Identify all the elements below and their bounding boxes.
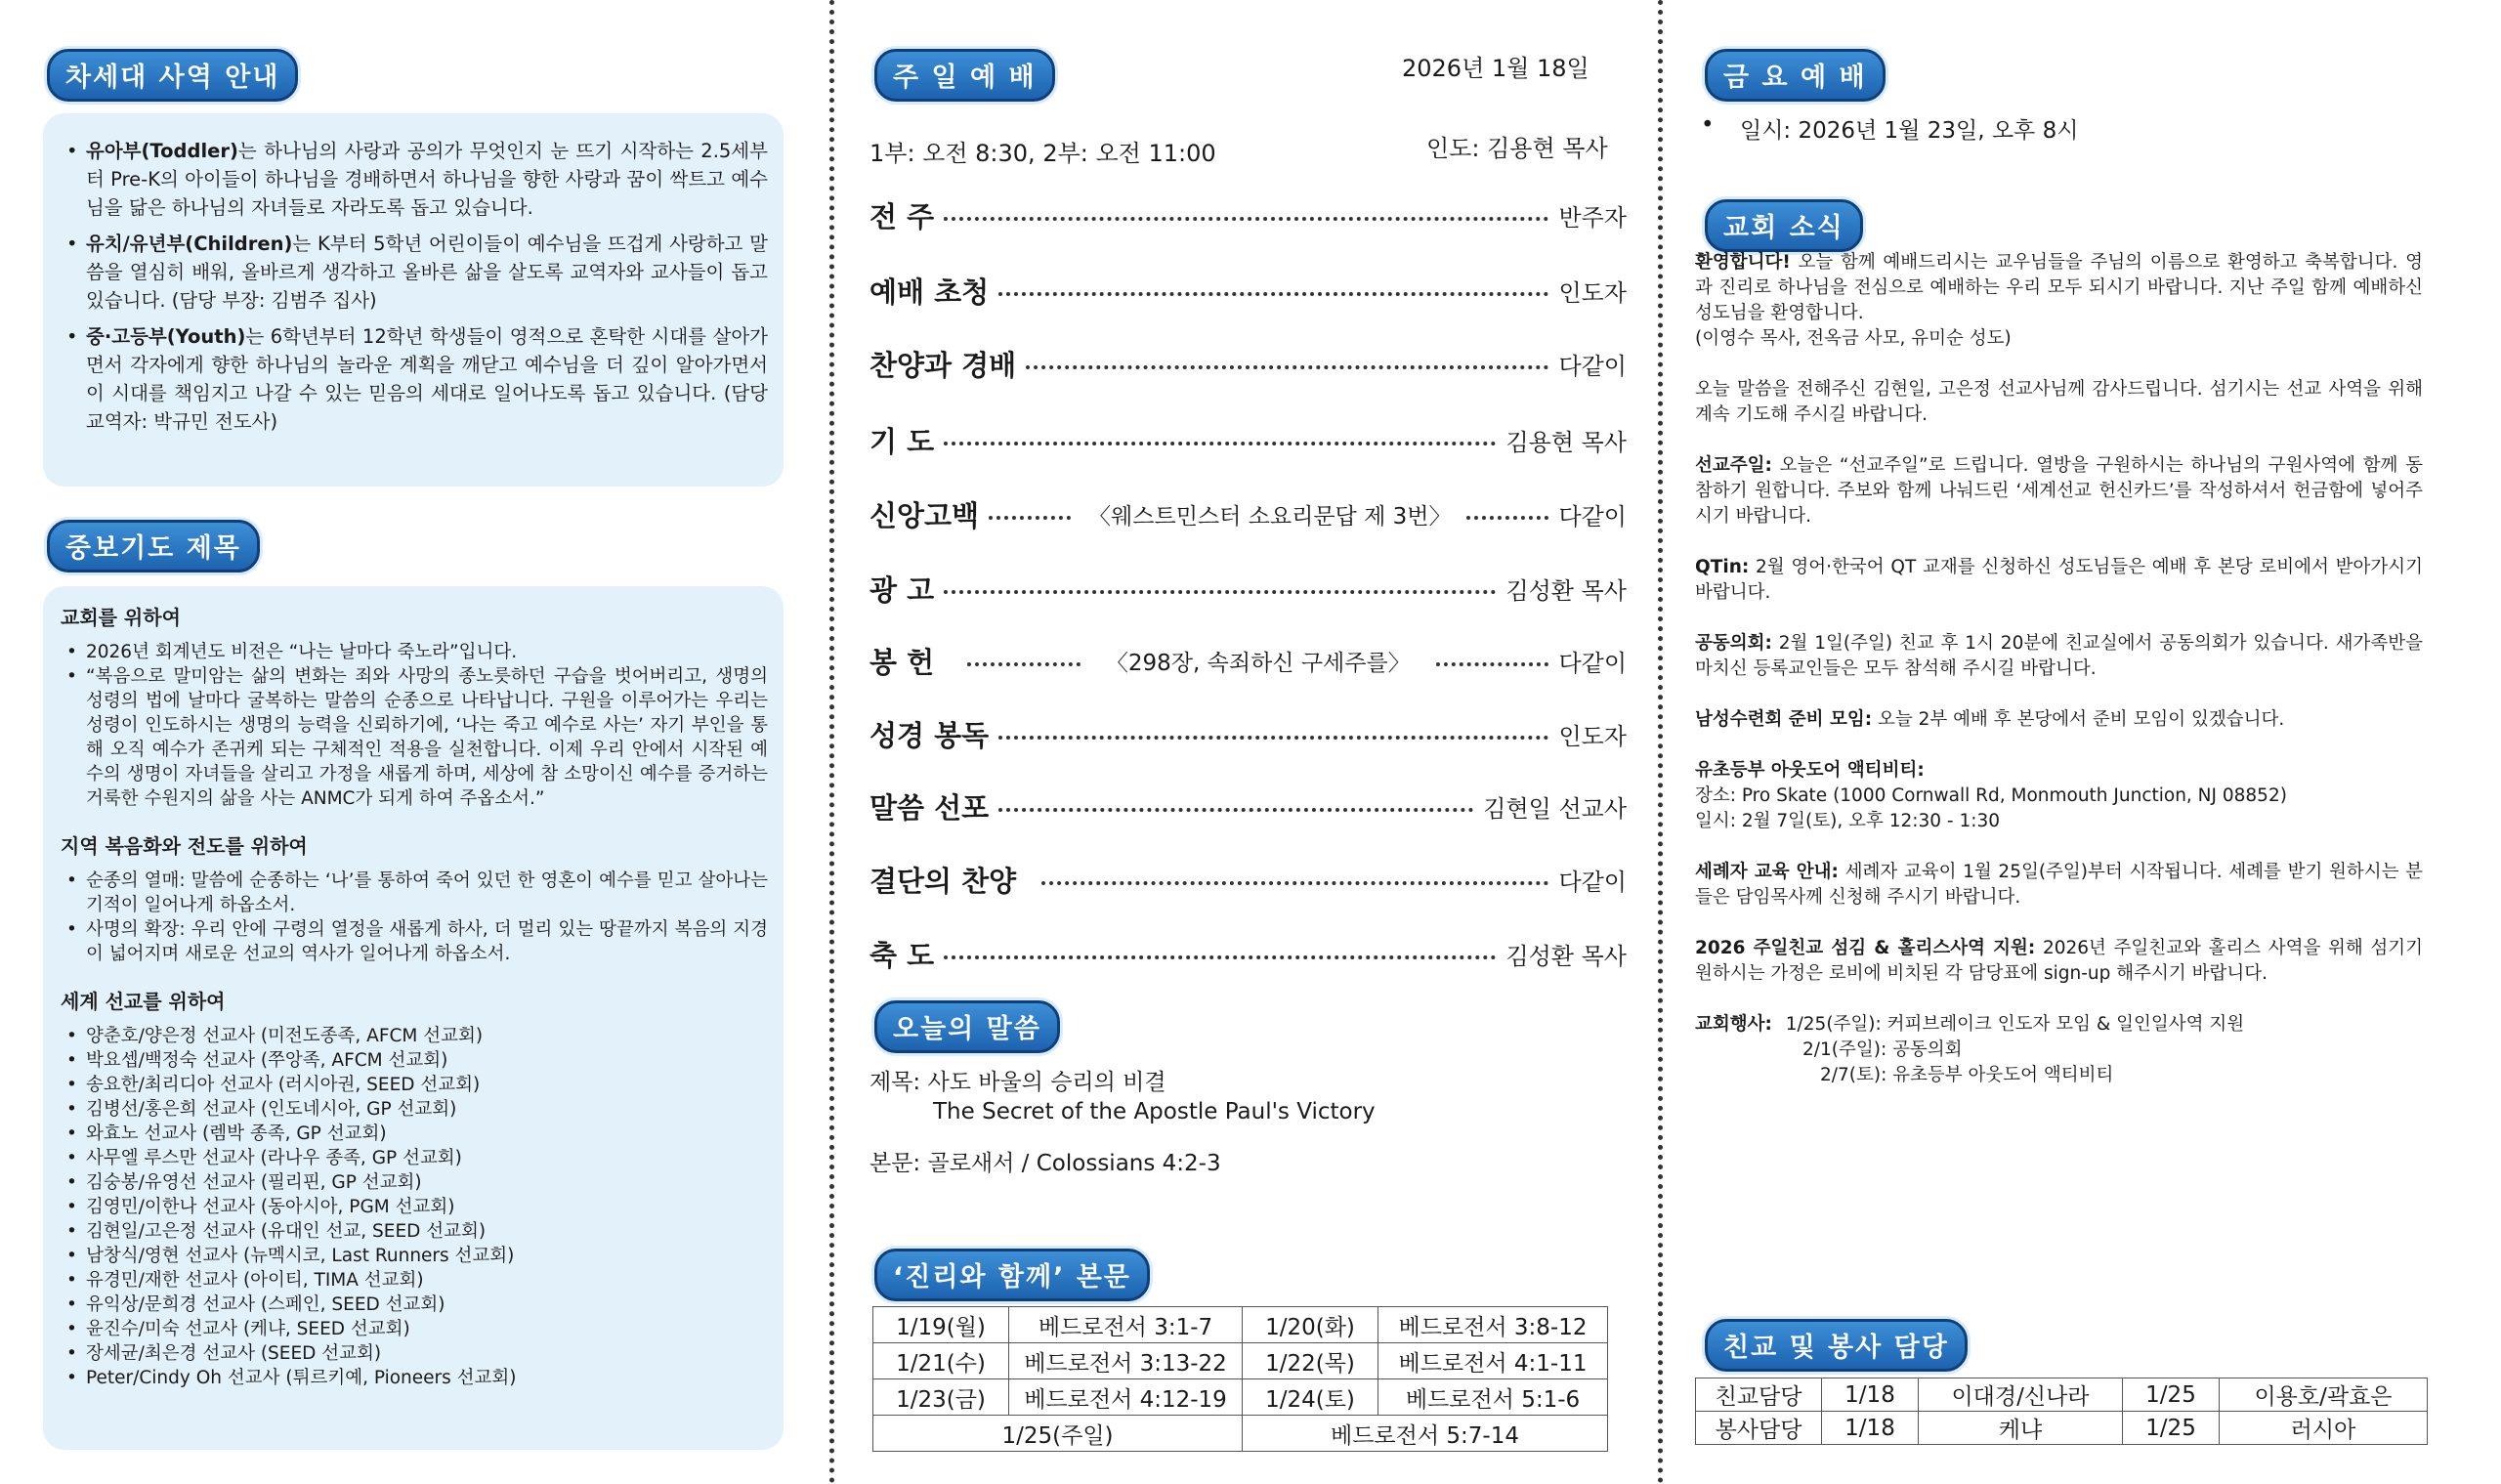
qt-text: 베드로전서 3:1-7 [1009, 1307, 1243, 1343]
news-outdoor [1695, 758, 2423, 784]
news-mission [1695, 453, 2423, 530]
service-name: 러시아 [2220, 1412, 2428, 1445]
order-mid: 〈웨스트민스터 소요리문답 제 3번〉 [1088, 503, 1452, 530]
missionary-item: • 윤진수/미숙 선교사 (케냐, SEED 선교회) [61, 1317, 768, 1341]
order-row [869, 494, 1627, 533]
order-name: 예배 초청 [869, 275, 990, 309]
ministry-children-name: 유치/유년부(Children) [86, 233, 293, 255]
missionary-item: • Peter/Cindy Oh 선교사 (튀르키예, Pioneers 선교회) [61, 1366, 768, 1390]
service-date: 1/25 [2123, 1378, 2220, 1412]
table-row [873, 1379, 1608, 1416]
news-outdoor-place: 장소: Pro Skate (1000 Cornwall Rd, Monmouth Junction, NJ 08852) [1695, 785, 2287, 806]
news-men-text: 오늘 2부 예배 후 본당에서 준비 모임이 있겠습니다. [1872, 709, 2285, 730]
news-mission-label: 선교주일: [1695, 455, 1772, 476]
news-council-label: 공동의회: [1695, 633, 1772, 654]
friday-title: 금 요 예 배 [1705, 49, 1886, 102]
news-welcome-names: (이영수 목사, 전옥금 사모, 유미순 성도) [1695, 328, 2012, 349]
news-event-item: 1/25(주일): 커피브레이크 인도자 모임 & 일인일사역 지원 [1785, 1014, 2245, 1035]
order-name: 말씀 선포 [869, 790, 990, 825]
sunday-leader: 인도: 김용현 목사 [1426, 135, 1608, 162]
ministry-youth-text: 는 6학년부터 12학년 학생들이 영적으로 혼탁한 시대를 살아가면서 각자에게 향한 하나님의 놀라운 계획을 깨닫고 예수님을 더 깊이 알아가면서 이 시대를 책임지고 나갈 수 있는 믿음의 세대로 일어나도록 돕고 있습니다. (담당 교역자: 박규민 전도사) [86, 325, 768, 433]
order-right: 김성환 목사 [1505, 942, 1627, 970]
prayer-church-item: • 2026년 회계년도 비전은 “나는 날마다 죽노라”입니다. [61, 640, 768, 664]
news-body [1695, 250, 2423, 1088]
word-subject-ko: 사도 바울의 승리의 비결 [927, 1070, 1166, 1095]
service-role: 친교담당 [1696, 1378, 1822, 1412]
service-name: 이대경/신나라 [1919, 1378, 2123, 1412]
table-row [873, 1343, 1608, 1379]
table-row [1696, 1378, 2428, 1412]
missionary-item: • 장세균/최은경 선교사 (SEED 선교회) [61, 1341, 768, 1366]
ministry-children-text: 는 K부터 5학년 어린이들이 예수님을 뜨겁게 사랑하고 말씀을 열심히 배워, 올바르게 생각하고 올바른 삶을 살도록 교역자와 교사들이 돕고 있습니다. (담당 부장: 김범주 집사) [86, 233, 768, 312]
news-qtin [1695, 555, 2423, 606]
qt-day: 1/25(주일) [873, 1416, 1243, 1452]
order-right: 김현일 선교사 [1483, 794, 1627, 823]
order-right: 인도자 [1558, 722, 1627, 750]
news-qtin-label: QTin: [1695, 557, 1750, 577]
order-name: 신앙고백 [869, 498, 980, 532]
word-text [869, 1145, 1221, 1177]
order-right: 반주자 [1558, 203, 1627, 232]
service-role: 봉사담당 [1696, 1412, 1822, 1445]
order-name: 성경 봉독 [869, 718, 990, 752]
service-date: 1/18 [1822, 1378, 1919, 1412]
missionary-item: • 김숭봉/유영선 선교사 (필리핀, GP 선교회) [61, 1170, 768, 1195]
order-dots [1466, 516, 1548, 520]
news-council-text: 2월 1일(주일) 친교 후 1시 20분에 친교실에서 공동의회가 있습니다. 새가족반을 마치신 등록교인들은 모두 참석해 주시길 바랍니다. [1695, 633, 2423, 679]
order-name: 전 주 [869, 199, 935, 233]
sunday-date: 2026년 1월 18일 [1402, 55, 1590, 82]
news-welcome-label: 환영합니다! [1695, 252, 1791, 273]
order-dots [1041, 881, 1548, 885]
service-date: 1/25 [2123, 1412, 2220, 1445]
missionary-item: • 남창식/영현 선교사 (뉴멕시코, Last Runners 선교회) [61, 1244, 768, 1268]
order-dots [998, 808, 1473, 812]
order-row [869, 420, 1627, 459]
word-title: 오늘의 말씀 [874, 1000, 1060, 1053]
order-row [869, 786, 1627, 826]
order-name: 찬양과 경배 [869, 348, 1017, 382]
missionary-item: • 송요한/최리디아 선교사 (러시아권, SEED 선교회) [61, 1073, 768, 1097]
ministry-toddler-name: 유아부(Toddler) [86, 140, 238, 162]
service-title: 친교 및 봉사 담당 [1705, 1319, 1968, 1372]
missionary-item: • 유익상/문희경 선교사 (스페인, SEED 선교회) [61, 1293, 768, 1317]
order-name: 축 도 [869, 938, 935, 972]
ministry-youth [61, 322, 768, 436]
ministry-toddler [61, 137, 768, 222]
ministry-panel [43, 113, 784, 487]
sunday-title: 주 일 예 배 [874, 49, 1055, 102]
order-dots [1436, 662, 1549, 666]
sunday-times: 1부: 오전 8:30, 2부: 오전 11:00 [869, 140, 1216, 167]
prayer-title: 중보기도 제목 [47, 520, 260, 572]
news-baptism-text: 세례자 교육이 1월 25일(주일)부터 시작됩니다. 세례를 받기 원하시는 분들은 담임목사께 신청해 주시기 바랍니다. [1695, 862, 2423, 908]
order-right: 다같이 [1558, 649, 1628, 677]
order-dots [967, 662, 1081, 666]
news-thanks: 오늘 말씀을 전해주신 김현일, 고은정 선교사님께 감사드립니다. 섬기시는 선교 사역을 위해 계속 기도해 주시길 바랍니다. [1695, 379, 2423, 425]
qt-title: ‘진리와 함께’ 본문 [874, 1249, 1150, 1301]
column-left [0, 0, 830, 1484]
news-qtin-text: 2월 영어·한국어 QT 교재를 신청하신 성도님들은 예배 후 본당 로비에서 받아가시기 바랍니다. [1695, 557, 2423, 603]
order-dots [989, 516, 1071, 520]
order-dots [998, 292, 1548, 296]
qt-text: 베드로전서 4:12-19 [1009, 1379, 1243, 1416]
qt-day: 1/24(토) [1243, 1379, 1378, 1416]
news-baptism-label: 세례자 교육 안내: [1695, 862, 1839, 882]
order-name: 기 도 [869, 424, 935, 458]
news-events-label: 교회행사: [1695, 1014, 1772, 1035]
prayer-region-item: • 사명의 확장: 우리 안에 구령의 열정을 새롭게 하사, 더 멀리 있는 땅끝까지 복음의 지경이 넓어지며 새로운 선교의 역사가 일어나게 하옵소서. [61, 917, 768, 966]
news-event-item: 2/7(토): 유초등부 아웃도어 액티비티 [1820, 1065, 2114, 1085]
order-right: 김용현 목사 [1505, 428, 1627, 456]
service-name: 케냐 [1919, 1412, 2123, 1445]
qt-text: 베드로전서 5:1-6 [1378, 1379, 1608, 1416]
news-outdoor-time: 일시: 2월 7일(토), 오후 12:30 - 1:30 [1695, 811, 2001, 831]
order-row [869, 271, 1627, 310]
order-right: 다같이 [1558, 502, 1627, 530]
word-subject-label: 제목: [869, 1070, 921, 1095]
service-table [1695, 1378, 2428, 1445]
order-row [869, 569, 1627, 608]
order-right: 다같이 [1558, 352, 1627, 380]
news-mission-text: 오늘은 “선교주일”로 드립니다. 열방을 구원하시는 하나님의 구원사역에 함께 동참하기 원합니다. 주보와 함께 나눠드린 ‘세계선교 헌신카드’를 작성하셔서 헌금함에 넣어주시기 바랍니다. [1695, 455, 2423, 527]
word-text-label: 본문: [869, 1151, 921, 1176]
qt-table [872, 1306, 1608, 1452]
order-row [869, 934, 1627, 973]
prayer-church-heading: 교회를 위하여 [61, 606, 181, 629]
qt-text: 베드로전서 3:8-12 [1378, 1307, 1608, 1343]
news-title: 교회 소식 [1705, 199, 1863, 252]
order-dots [944, 442, 1496, 445]
prayer-church-item: • “복음으로 말미암는 삶의 변화는 죄와 사망의 종노릇하던 구습을 벗어버리고, 생명의 성령의 법에 날마다 굴복하는 말씀의 순종으로 나타납니다. 구원을 이루어가는 우리는 성령이 인도하시는 생명의 능력을 신뢰하기에, ‘나는 죽고 예수로 사는’ 자기 부인을 통해 오직 예수가 존귀케 되는 구체적인 적용을 실천합니다. 이제 우리 안에서 시작된 예수의 생명이 자녀들을 살리고 가정을 새롭게 하며, 세상에 참 소망이신 예수를 증거하는 거룩한 수원지의 삶을 사는 ANMC가 되게 하여 주옵소서.” [61, 664, 768, 811]
order-dots [998, 736, 1548, 740]
news-outdoor-label: 유초등부 아웃도어 액티비티: [1695, 760, 1925, 781]
order-row [869, 641, 1627, 680]
column-divider-right [1658, 0, 1663, 1484]
news-support [1695, 936, 2423, 987]
qt-day: 1/22(목) [1243, 1343, 1378, 1379]
order-dots [944, 590, 1496, 594]
qt-text: 베드로전서 3:13-22 [1009, 1343, 1243, 1379]
order-row [869, 860, 1627, 899]
order-row [869, 195, 1627, 234]
prayer-panel [43, 586, 784, 1450]
order-name: 결단의 찬양 [869, 864, 1017, 898]
qt-day: 1/23(금) [873, 1379, 1009, 1416]
missionary-item: • 김현일/고은정 선교사 (유대인 선교, SEED 선교회) [61, 1219, 768, 1244]
prayer-region-item: • 순종의 열매: 말씀에 순종하는 ‘나’를 통하여 죽어 있던 한 영혼이 예수를 믿고 살아나는 기적이 일어나게 하옵소서. [61, 869, 768, 917]
service-date: 1/18 [1822, 1412, 1919, 1445]
order-right: 다같이 [1558, 868, 1627, 896]
news-men [1695, 707, 2423, 733]
missionary-item: • 양춘호/양은정 선교사 (미전도종족, AFCM 선교회) [61, 1024, 768, 1048]
friday-schedule: • 일시: 2026년 1월 23일, 오후 8시 [1695, 112, 2078, 145]
order-row [869, 344, 1627, 383]
news-support-text: 2026년 주일친교와 홀리스 사역을 위해 섬기기 원하시는 가정은 로비에 비치된 각 담당표에 sign-up 해주시기 바랍니다. [1695, 938, 2423, 984]
order-right: 인도자 [1558, 278, 1627, 307]
missionary-item: • 사무엘 루스만 선교사 (라나우 종족, GP 선교회) [61, 1146, 768, 1170]
word-text-value: 골로새서 / Colossians 4:2-3 [927, 1151, 1221, 1176]
ministry-title: 차세대 사역 안내 [47, 49, 298, 102]
order-name: 봉 헌 [869, 645, 935, 679]
order-row [869, 714, 1627, 753]
qt-text: 베드로전서 4:1-11 [1378, 1343, 1608, 1379]
news-council [1695, 631, 2423, 682]
prayer-world-heading: 세계 선교를 위하여 [61, 990, 226, 1013]
word-subject-en: The Secret of the Apostle Paul's Victory [933, 1099, 1376, 1124]
news-welcome-text: 오늘 함께 예배드리시는 교우님들을 주님의 이름으로 환영하고 축복합니다. 영과 진리로 하나님을 전심으로 예배하는 우리 모두 되시기 바랍니다. 지난 주일 함께 예배하신 성도님을 환영합니다. [1695, 252, 2423, 323]
order-mid: 〈298장, 속죄하신 구세주를〉 [1105, 650, 1411, 676]
order-dots [1026, 365, 1548, 369]
missionary-item: • 김영민/이한나 선교사 (동아시아, PGM 선교회) [61, 1195, 768, 1219]
news-event-item: 2/1(주일): 공동의회 [1802, 1039, 1963, 1060]
news-men-label: 남성수련회 준비 모임: [1695, 709, 1873, 730]
news-baptism [1695, 860, 2423, 911]
qt-day: 1/19(월) [873, 1307, 1009, 1343]
news-support-label: 2026 주일친교 섬김 & 홀리스사역 지원: [1695, 938, 2036, 958]
missionary-item: • 김병선/홍은희 선교사 (인도네시아, GP 선교회) [61, 1097, 768, 1122]
qt-day: 1/20(화) [1243, 1307, 1378, 1343]
table-row [1696, 1412, 2428, 1445]
news-events [1695, 1012, 2423, 1088]
order-name: 광 고 [869, 572, 935, 607]
ministry-toddler-text: 는 하나님의 사랑과 공의가 무엇인지 눈 뜨기 시작하는 2.5세부터 Pre-K의 아이들이 하나님을 경배하면서 하나님을 향한 사랑과 꿈이 싹트고 예수님을 닮은 하나님의 자녀들로 자라도록 돕고 있습니다. [86, 140, 768, 219]
order-dots [944, 955, 1496, 959]
news-welcome [1695, 250, 2423, 326]
missionary-item: • 박요셉/백정숙 선교사 (쭈앙족, AFCM 선교회) [61, 1048, 768, 1073]
ministry-youth-name: 중·고등부(Youth) [86, 325, 246, 348]
prayer-region-heading: 지역 복음화와 전도를 위하여 [61, 834, 308, 858]
order-dots [944, 217, 1548, 221]
ministry-children [61, 230, 768, 315]
missionary-item: • 유경민/재한 선교사 (아이티, TIMA 선교회) [61, 1268, 768, 1293]
qt-text: 베드로전서 5:7-14 [1243, 1416, 1608, 1452]
service-name: 이용호/곽효은 [2220, 1378, 2428, 1412]
table-row [873, 1307, 1608, 1343]
missionary-item: • 와효노 선교사 (렘박 종족, GP 선교회) [61, 1122, 768, 1146]
order-right: 김성환 목사 [1505, 576, 1627, 605]
word-subject [869, 1067, 1166, 1099]
qt-day: 1/21(수) [873, 1343, 1009, 1379]
table-row [873, 1416, 1608, 1452]
